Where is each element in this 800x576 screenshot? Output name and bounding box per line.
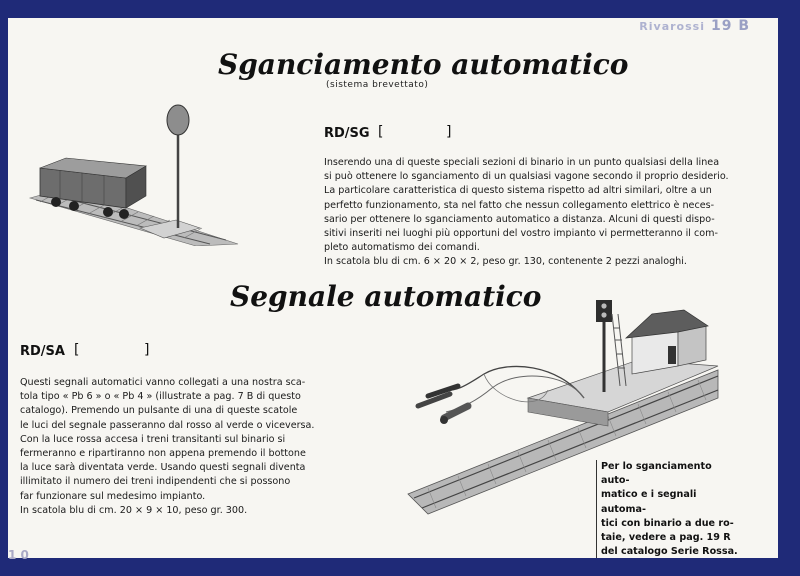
- section-title-segnale: Segnale automatico: [230, 280, 542, 313]
- footer-mark: 1 0: [8, 548, 29, 562]
- catalog-page: [8, 18, 778, 558]
- cross-reference-note: Per lo sganciamento auto- matico e i segnali automa- tici con binario a due ro- taie, vedere a pag. 19 R del catalogo Serie Rossa.: [596, 460, 741, 558]
- uncoupler-illustration: [26, 96, 246, 246]
- page-number: Rivarossi 19 B: [639, 18, 750, 34]
- product-code-rdsa: RD/SA: [20, 344, 65, 359]
- bracket-open-rdsa: [: [74, 342, 80, 358]
- product-code-rdsg: RD/SG: [324, 126, 370, 141]
- description-segnale: Questi segnali automatici vanno collegati a una nostra sca- tola tipo « Pb 6 » o « Pb 4 » (illustrate a pag. 7 B di questo catalogo). Premendo un pulsante di una di queste scatole le luci del segnale passeranno dal rosso al verde o viceversa. Con la luce rossa accesa i treni transitanti sul binario si fermeranno e ripartiranno non appena premendo il bottone la luce sarà diventata verde. Usando questi segnali diventa illimitato il numero dei treni indipendenti che si possono far funzionare sul medesimo impianto. In scatola blu di cm. 20 × 9 × 10, peso gr. 300.: [20, 377, 315, 516]
- bracket-close-rdsa: ]: [144, 342, 150, 358]
- description-sganciamento: Inserendo una di queste speciali sezioni di binario in un punto qualsiasi della linea si può ottenere lo sganciamento di un qualsiasi vagone secondo il proprio desiderio. La particolare caratteristica di questo sistema rispetto ad altri similari, oltre a un perfetto funzionamento, sta nel fatto che nessun collegamento elettrico è neces- sario per ottenere lo sganciamento automatico a distanza. Alcuni di questi dispo- sitivi inseriti nei luoghi più opportuni del vostro impianto vi permetteranno il com- pleto automatismo dei comandi. In scatola blu di cm. 6 × 20 × 2, peso gr. 130, contenente 2 pezzi analoghi.: [324, 157, 729, 268]
- bracket-open-rdsg: [: [378, 124, 384, 140]
- section-subtitle: (sistema brevettato): [326, 80, 429, 90]
- bracket-close-rdsg: ]: [446, 124, 452, 140]
- faded-header-text: Rivarossi: [639, 20, 705, 33]
- section-title-sganciamento: Sganciamento automatico: [218, 48, 629, 81]
